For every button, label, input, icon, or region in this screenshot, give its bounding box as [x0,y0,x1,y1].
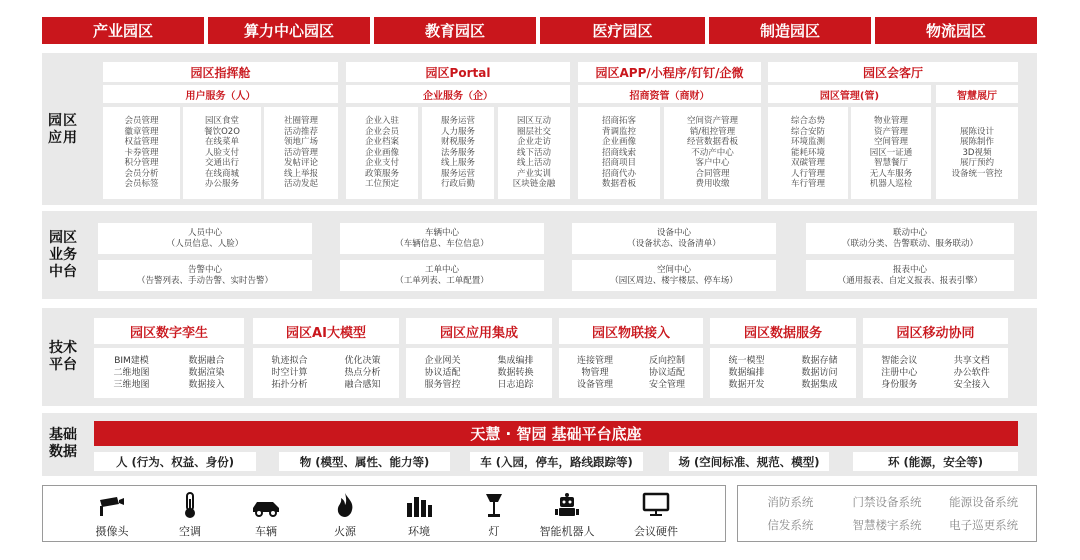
center-name: 设备中心 [656,227,691,238]
base-platform-banner: 天慧 · 智园 基础平台底座 [94,421,1018,446]
app-title-app-miniprogram[interactable]: 园区APP/小程序/钉钉/企微 [578,62,761,82]
device-label: 环境 [408,525,430,538]
app-col-list: 企业入驻 企业会员 企业档案 企业画像 企业支付 政策服务 工位预定 [346,107,418,199]
camera-icon [97,491,127,519]
tech-title-iot[interactable]: 园区物联接入 [559,318,703,344]
system-access[interactable]: 门禁设备系统 [852,495,922,510]
device-label: 会议硬件 [634,525,678,538]
app-sub-enterprise: 企业服务（企） [346,85,570,103]
app-title-reception[interactable]: 园区会客厅 [768,62,1018,82]
row-label-tech: 技术平台 [49,340,77,373]
app-col-list: 园区互动 圈层社交 企业走访 线下活动 线上活动 产业实训 区块链金融 [498,107,570,199]
row-label-base: 基础数据 [49,427,77,460]
base-item-vehicle: 车 (入园，停车，路线跟踪等) [470,452,643,471]
tech-title-digital-twin[interactable]: 园区数字孪生 [94,318,244,344]
center-desc: （设备状态、设备清单） [627,238,721,249]
center-desc: （工单列表、工单配置） [395,275,489,286]
center-vehicle[interactable] [340,223,544,254]
device-meeting[interactable] [621,491,691,539]
tech-body [710,348,856,398]
tech-col: 企业网关 协议适配 服务管控 [424,356,461,390]
category-jiaoyu[interactable]: 教育园区 [374,17,536,44]
fire-icon [330,491,360,519]
device-label: 空调 [179,525,201,538]
device-camera[interactable] [82,491,142,539]
base-item-environment: 环 (能源，安全等) [853,452,1018,471]
center-desc: （人员信息、人脸） [166,238,244,249]
app-col-list: 空间资产管理 销/租控管理 经营数据看板 不动产中心 客户中心 合同管理 费用收缴 [664,107,761,199]
device-label: 火源 [334,525,356,538]
category-wuliu[interactable]: 物流园区 [875,17,1037,44]
center-desc: （园区周边、楼宇楼层、停车场） [610,275,738,286]
tech-col: 数据存储 数据访问 数据集成 [801,356,838,390]
device-label: 车辆 [255,525,277,538]
system-energy[interactable]: 能源设备系统 [949,495,1019,510]
row-label-middle: 园区业务中台 [49,230,77,280]
app-sub-exhibition: 智慧展厅 [936,85,1018,103]
device-fire[interactable] [315,491,375,539]
tech-title-mobile[interactable]: 园区移动协同 [863,318,1008,344]
tech-title-integration[interactable]: 园区应用集成 [406,318,552,344]
app-col-list: 物业管理 资产管理 空间管理 园区一证通 智慧餐厅 无人车服务 机器人巡检 [851,107,931,199]
center-name: 空间中心 [656,264,691,275]
system-fire[interactable]: 消防系统 [767,495,814,510]
app-sub-management: 园区管理(管) [768,85,931,103]
tech-col: 轨迹拟合 时空计算 拓扑分析 [271,356,308,390]
category-yiliao[interactable]: 医疗园区 [540,17,705,44]
center-linkage[interactable] [806,223,1014,254]
device-label: 灯 [488,525,500,538]
center-ticket[interactable] [340,260,544,291]
center-name: 告警中心 [187,264,222,275]
device-environment[interactable] [389,491,449,539]
center-name: 联动中心 [892,227,927,238]
center-name: 报表中心 [892,264,927,275]
device-label: 摄像头 [95,525,129,538]
system-building[interactable]: 智慧楼宇系统 [852,517,922,532]
app-col-list: 园区食堂 餐饮O2O 在线菜单 人脸支付 交通出行 在线商城 办公服务 [183,107,261,199]
app-col-list: 服务运营 人力服务 财税服务 法务服务 线上服务 服务运营 行政后勤 [422,107,494,199]
base-item-space: 场 (空间标准、规范、模型) [669,452,829,471]
tech-body [406,348,552,398]
device-ac[interactable] [160,491,220,539]
device-robot[interactable] [532,491,602,539]
center-device[interactable] [572,223,776,254]
tech-col: 共享文档 办公软件 安全接入 [953,356,990,390]
device-label: 智能机器人 [539,525,595,538]
device-lamp[interactable] [464,491,524,539]
tech-col: 优化决策 热点分析 融合感知 [344,356,381,390]
tech-col: BIM建模 二维地图 三维地图 [113,356,150,390]
app-col-list: 招商拓客 背调监控 企业画像 招商线索 招商项目 招商代办 数据看板 [578,107,660,199]
tech-col: 数据融合 数据渲染 数据接入 [188,356,225,390]
tech-title-data-service[interactable]: 园区数据服务 [710,318,856,344]
center-alarm[interactable] [98,260,312,291]
lamp-icon [479,491,509,519]
robot-icon [552,491,582,519]
tech-body [253,348,399,398]
center-report[interactable] [806,260,1014,291]
category-chanye[interactable]: 产业园区 [42,17,204,44]
app-sub-investment: 招商资管（商财） [578,85,761,103]
center-person[interactable] [98,223,312,254]
base-item-object: 物 (模型、属性、能力等) [279,452,450,471]
app-title-portal[interactable]: 园区Portal [346,62,570,82]
tech-col: 集成编排 数据转换 日志追踪 [497,356,534,390]
environment-icon [404,491,434,519]
app-sub-user: 用户服务（人） [103,85,338,103]
car-icon [251,491,281,519]
tech-col: 反向控制 协议适配 安全管理 [648,356,685,390]
center-desc: （告警列表、手动告警、实时告警） [136,275,273,286]
app-title-command[interactable]: 园区指挥舱 [103,62,338,82]
tech-body [559,348,703,398]
thermometer-icon [175,491,205,519]
center-space[interactable] [572,260,776,291]
tech-col: 智能会议 注册中心 身份服务 [881,356,918,390]
row-label-app: 园区应用 [48,113,78,146]
system-panel [737,485,1037,542]
device-car[interactable] [236,491,296,539]
center-desc: （通用报表、自定义报表、报表引擎） [837,275,983,286]
app-col-list: 展陈设计 展陈制作 3D视频 展厅预约 设备统一管控 [936,107,1018,199]
app-col-list: 社圈管理 活动推荐 领地广场 活动管理 发帖评论 线上举报 活动发起 [264,107,338,199]
app-col-list: 会员管理 徽章管理 权益管理 卡券管理 积分管理 会员分析 会员标签 [103,107,180,199]
center-name: 车辆中心 [424,227,459,238]
center-desc: （联动分类、告警联动、服务联动） [841,238,978,249]
center-desc: （车辆信息、车位信息） [395,238,489,249]
tech-col: 连接管理 物管理 设备管理 [576,356,613,390]
system-signage[interactable]: 信发系统 [767,517,814,532]
center-name: 工单中心 [424,264,459,275]
tech-col: 统一模型 数据编排 数据开发 [728,356,765,390]
category-suanli[interactable]: 算力中心园区 [208,17,370,44]
base-item-person: 人 (行为、权益、身份) [94,452,256,471]
system-patrol[interactable]: 电子巡更系统 [949,517,1019,532]
tech-title-ai-model[interactable]: 园区AI大模型 [253,318,399,344]
tech-body [94,348,244,398]
tech-body [863,348,1008,398]
app-col-list: 综合态势 综合安防 环境监测 能耗环境 双碳管理 人行管理 车行管理 [768,107,848,199]
center-name: 人员中心 [187,227,222,238]
monitor-icon [641,491,671,519]
category-zhizao[interactable]: 制造园区 [709,17,871,44]
